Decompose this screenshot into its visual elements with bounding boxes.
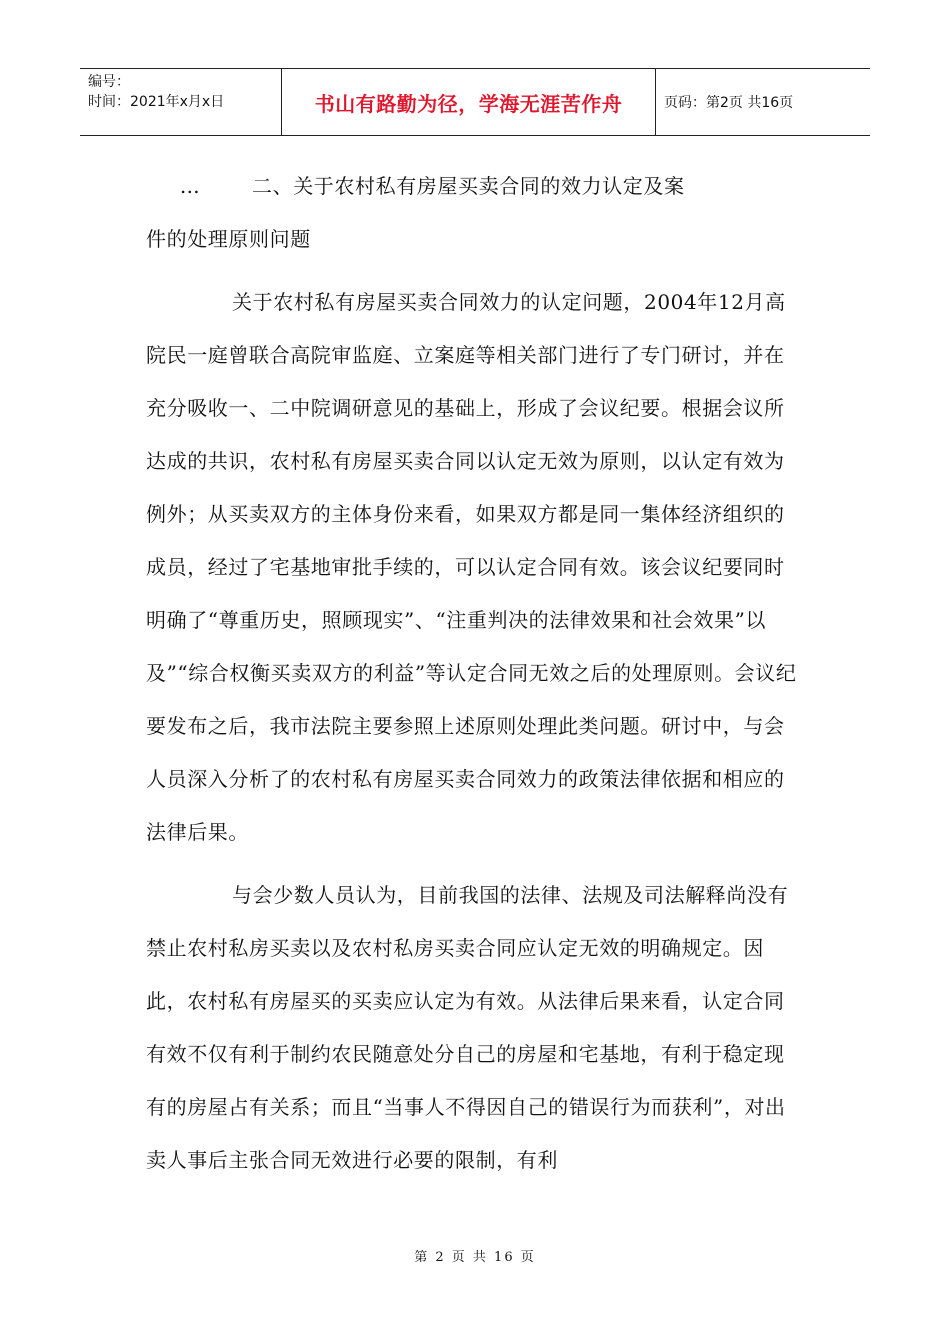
header-motto: 书山有路勤为径，学海无涯苦作舟 (314, 91, 623, 116)
paragraph-2: 与会少数人员认为，目前我国的法律、法规及司法解释尚没有禁止农村私房买卖以及农村私房买卖合同应认定无效的明确规定。因此，农村私有房屋买的买卖应认定为有效。从法律后果来看，认定合同有效不仅有利于制约农民随意处分自己的房屋和宅基地，有利于稳定现有的房屋占有关系；而且“当事人不得因自己的错误行为而获利”，对出卖人事后主张合同无效进行必要的限制，有利 (146, 883, 789, 1172)
document-time-label: 时间：2021年x月x日 (88, 94, 225, 110)
header-motto-cell (282, 69, 656, 135)
header-info-cell (80, 69, 282, 135)
document-body (146, 160, 801, 1187)
page-footer: 第 2 页 共 16 页 (414, 1250, 536, 1265)
header-page-label: 页码：第2页 共16页 (664, 95, 794, 111)
heading-ellipsis: … (179, 174, 201, 198)
section-heading (146, 160, 801, 213)
heading-line-2: 件的处理原则问题 (146, 227, 311, 251)
page-header (80, 68, 870, 136)
heading-line-1: 二、关于农村私有房屋买卖合同的效力认定及案 (252, 174, 685, 198)
header-page-cell (656, 69, 870, 135)
paragraph-1: 关于农村私有房屋买卖合同效力的认定问题，2004年12月高院民一庭曾联合高院审监庭、立案庭等相关部门进行了专门研讨，并在充分吸收一、二中院调研意见的基础上，形成了会议纪要。根据会议所达成的共识，农村私有房屋买卖合同以认定无效为原则，以认定有效为例外；从买卖双方的主体身份来看，如果双方都是同一集体经济组织的成员，经过了宅基地审批手续的，可以认定合同有效。该会议纪要同时明确了“尊重历史，照顾现实”、“注重判决的法律效果和社会效果”以及”“综合权衡买卖双方的利益”等认定合同无效之后的处理原则。会议纪要发布之后，我市法院主要参照上述原则处理此类问题。研讨中，与会人员深入分析了的农村私有房屋买卖合同效力的政策法律依据和相应的法律后果。 (146, 290, 797, 844)
document-number-label: 编号： (88, 74, 130, 90)
